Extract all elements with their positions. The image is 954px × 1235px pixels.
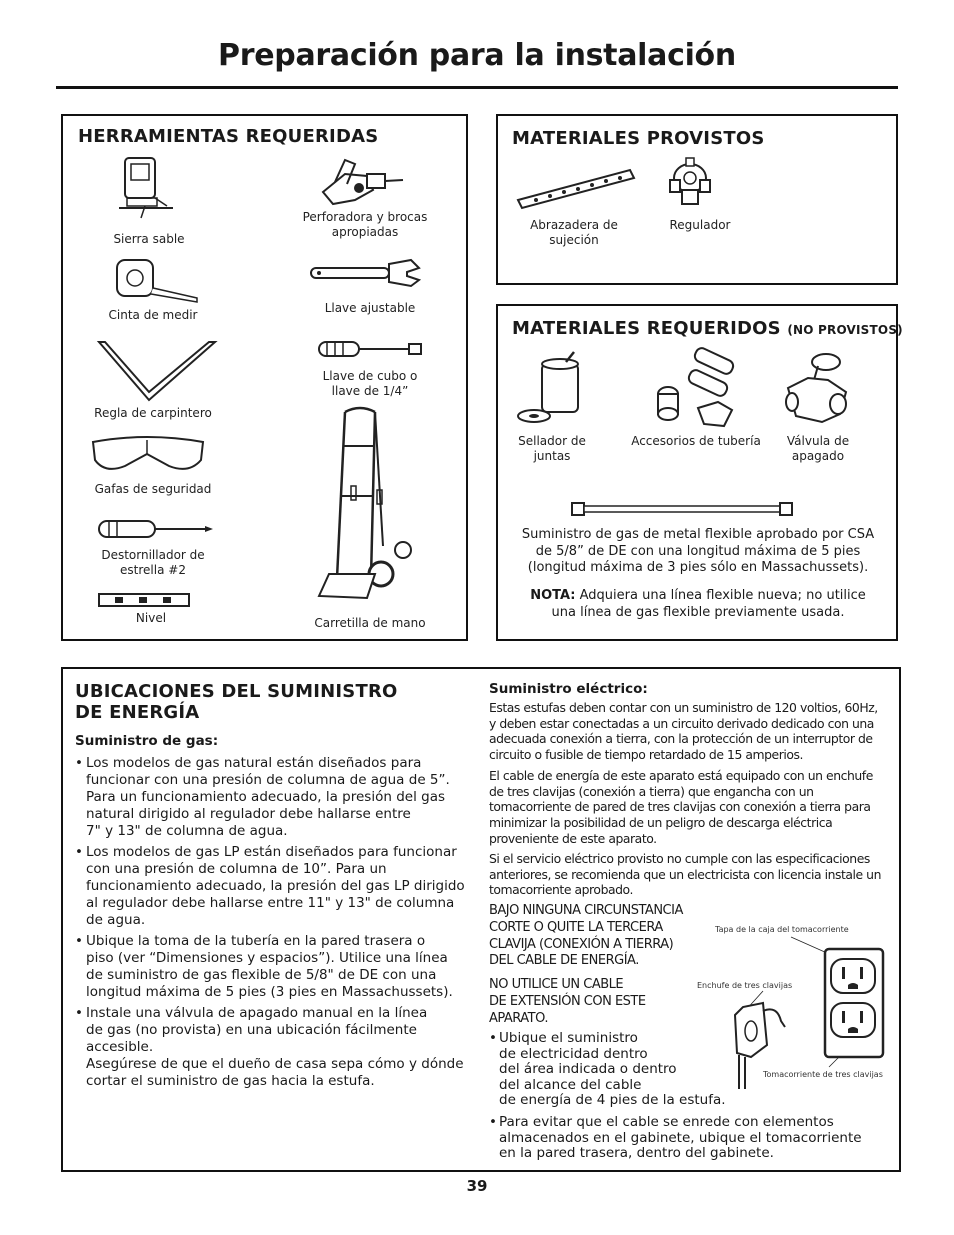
required-materials-box [496,304,903,641]
joint-sealant-caption: Sellador de juntas [518,434,586,463]
shutoff-valve-caption: Válvula de apagado [786,434,850,463]
safety-glasses-caption: Gafas de seguridad [94,482,212,496]
plug-label: Enchufe de tres clavijas [697,981,793,990]
safety-glasses-icon [89,434,207,476]
hand-truck-caption: Carretilla de mano [314,616,426,630]
title-rule [56,86,898,89]
note-label: NOTA: [530,588,576,603]
gas-bullet: • Ubique la toma de la tubería en la pared trasera o piso (ver “Dimensiones y espacios”). Utilice una línea de suministro de gas flexible de 5/8" de DE con una longitud máxima de 5 pies (3 pies en Massachussets). [75,933,479,1001]
adjustable-wrench-icon [307,258,423,288]
flexible-gas-line-icon [570,500,794,518]
electric-supply-heading: Suministro eléctrico: [489,681,648,697]
provided-materials-box [496,114,898,285]
hand-truck-icon [315,406,425,606]
carpenter-square-caption: Regla de carpintero [94,406,212,420]
electric-bullet: • Ubique el suministro de electricidad dentro del área indicada o dentro del alcance del cable de energía de 4 pies de la estufa. [489,1031,889,1109]
tools-box [61,114,468,641]
ground-prong-warning: BAJO NINGUNA CIRCUNSTANCIA CORTE O QUITE LA TERCERA CLAVIJA (CONEXIÓN A TIERRA) DEL CABLE DE ENERGÍA. [489,903,683,969]
required-heading-main: MATERIALES REQUERIDOS [512,318,781,339]
regulator-caption: Regulador [669,218,731,232]
jigsaw-icon [117,156,183,218]
note-text: Adquiera una línea flexible nueva; no utilice una línea de gas flexible previamente usada. [551,588,866,620]
socket-wrench-caption: Llave de cubo o llave de 1/4” [322,369,418,398]
screwdriver-icon [97,519,215,539]
drill-icon [315,152,405,206]
page-title: Preparación para la instalación [218,38,736,73]
level-caption: Nivel [135,611,167,625]
gas-line-note [518,588,878,621]
energy-supply-box [61,667,901,1172]
tools-heading: HERRAMIENTAS REQUERIDAS [78,126,379,147]
joint-sealant-icon [516,350,582,428]
required-heading-note: (NO PROVISTOS) [787,323,903,337]
electric-paragraph: Si el servicio eléctrico provisto no cumple con las especificaciones anteriores, se recomienda que un electricista con licencia instale un tomacorriente aprobado. [489,851,881,898]
pipe-fittings-caption: Accesorios de tubería [631,434,761,448]
adjustable-wrench-caption: Llave ajustable [324,301,416,315]
page-number: 39 [466,1177,488,1195]
energy-heading-line2: DE ENERGÍA [75,702,200,723]
tape-measure-icon [113,256,201,304]
electric-bullet-tail: de energía de 4 pies de la estufa. [499,1092,726,1108]
level-icon [97,592,191,608]
tape-measure-caption: Cinta de medir [108,308,198,322]
gas-supply-list [75,755,479,1094]
no-extension-warning: NO UTILICE UN CABLE DE EXTENSIÓN CON ESTE APARATO. [489,977,646,1026]
electric-bullet-text: Ubique el suministro de electricidad dentro del área indicada o dentro del alcance del cable [499,1030,677,1093]
electric-paragraph: Estas estufas deben contar con un suministro de 120 voltios, 60Hz, y deben estar conectadas a un circuito derivado dedicado con una adecuada conexión a tierra, con la protección de un interruptor de circuito o fusible de tiempo retardado de 15 amperios. [489,700,878,763]
gas-bullet: • Instale una válvula de apagado manual en la línea de gas (no provista) en una ubicación fácilmente accesible. Asegúrese de que el dueño de casa sepa cómo y dónde cortar el suministro de gas hacia la estufa. [75,1005,479,1090]
bracket-caption: Abrazadera de sujeción [530,218,618,247]
drill-caption: Perforadora y brocas apropiadas [302,210,428,239]
gas-line-text: Suministro de gas de metal flexible aprobado por CSA de 5/8” de DE con una longitud máxima de 5 pies (longitud máxima de 3 pies sólo en Massachussets). [521,527,875,575]
electric-bullet: • Para evitar que el cable se enrede con elementos almacenados en el gabinete, ubique el tomacorriente en la pared trasera, dentro del gabinete. [489,1115,889,1162]
energy-heading-line1: UBICACIONES DEL SUMINISTRO [75,681,398,702]
outlet-cover-label: Tapa de la caja del tomacorriente [715,925,849,934]
energy-heading [75,681,398,723]
shutoff-valve-icon [782,350,852,426]
outlet-label: Tomacorriente de tres clavijas [763,1070,883,1079]
required-heading [512,318,903,339]
carpenter-square-icon [97,338,217,402]
outlet-diagram [733,931,893,1091]
gas-bullet: • Los modelos de gas natural están diseñados para funcionar con una presión de columna de agua de 5”. Para un funcionamiento adecuado, la presión del gas natural dirigido al regulador debe hallarse entre 7" y 13" de columna de agua. [75,755,479,840]
screwdriver-caption: Destornillador de estrella #2 [101,548,205,577]
provided-heading: MATERIALES PROVISTOS [512,128,765,149]
jigsaw-caption: Sierra sable [113,232,185,246]
electric-paragraph: El cable de energía de este aparato está equipado con un enchufe de tres clavijas (conexión a tierra) que engancha con un tomacorriente de pared de tres clavijas con conexión a tierra para minimizar la posibilidad de un peligro de descarga eléctrica proveniente de este aparato. [489,768,873,846]
pipe-fittings-icon [648,350,744,430]
bracket-icon [516,166,636,208]
electric-bullet-text: Para evitar que el cable se enrede con elementos almacenados en el gabinete, ubique el tomacorriente en la pared trasera, dentro del gabinete. [499,1114,862,1161]
regulator-icon [668,156,712,212]
gas-supply-heading: Suministro de gas: [75,733,219,749]
gas-bullet: • Los modelos de gas LP están diseñados para funcionar con una presión de columna de 10”. Para un funcionamiento adecuado, la presión del gas LP dirigido al regulador debe hallarse entre 11" y 13" de columna de agua. [75,844,479,929]
socket-wrench-icon [317,338,425,360]
